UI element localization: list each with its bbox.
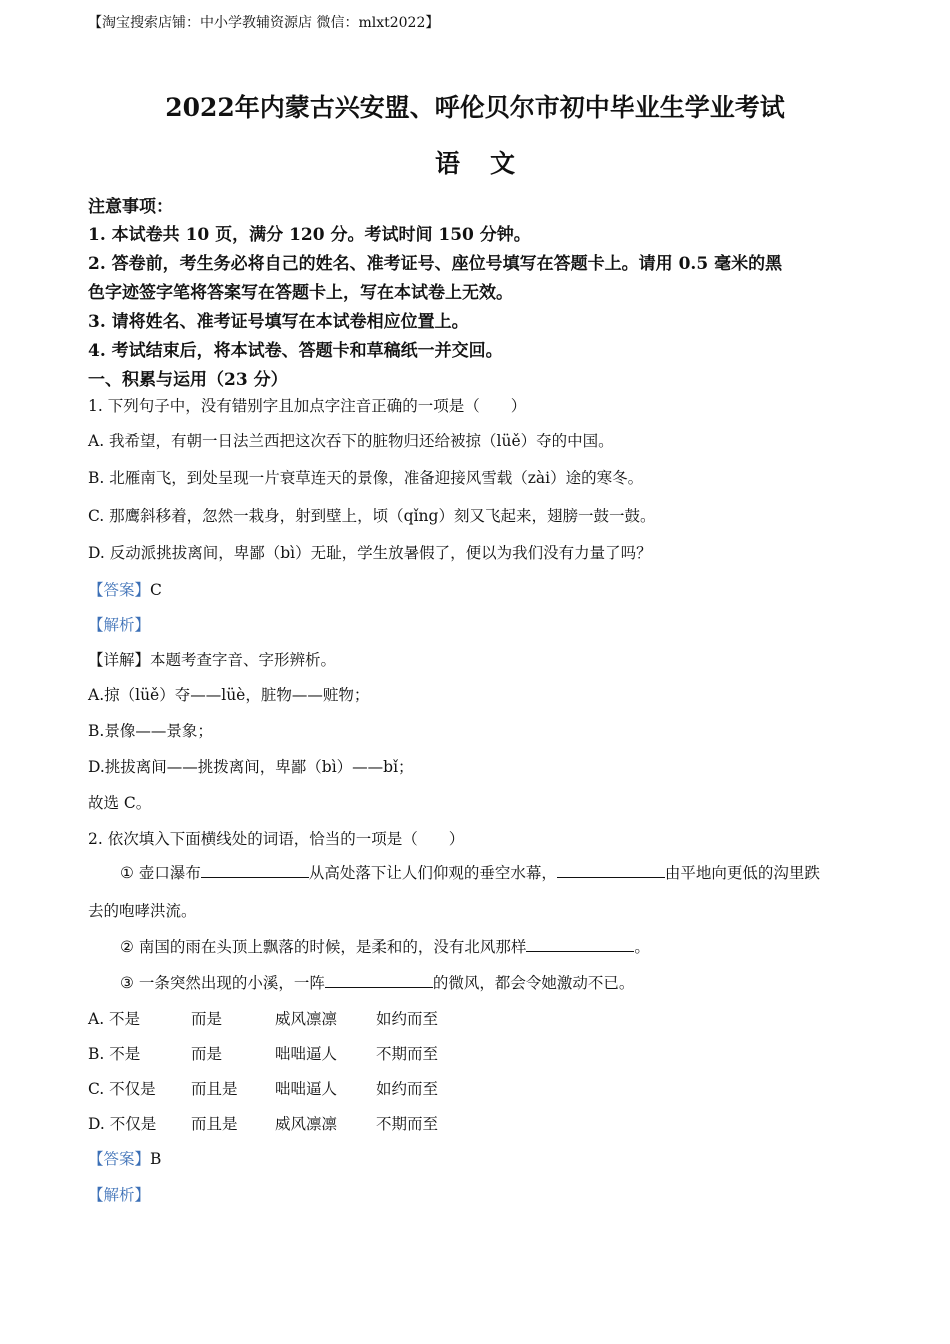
subject-title: 语文	[434, 149, 545, 178]
q1-stem: 1. 下列句子中，没有错别字且加点字注音正确的一项是（ ）	[88, 397, 527, 415]
option-word: 不期而至	[376, 1115, 439, 1133]
exam-title: 2022年内蒙古兴安盟、呼伦贝尔市初中毕业生学业考试	[165, 93, 785, 122]
option-word: 咄咄逼人	[275, 1080, 338, 1098]
q1-answer	[88, 578, 162, 600]
sentence-text: 从高处落下让人们仰观的垂空水幕，	[308, 864, 557, 882]
blank-line	[325, 971, 433, 988]
q1-option-d: D. 反动派挑拔离间，卑鄙（bì）无耻，学生放暑假了，便以为我们没有力量了吗？	[88, 544, 652, 562]
option-word: 而且是	[191, 1115, 238, 1133]
sentence-text: 由平地向更低的沟里跌	[664, 864, 820, 882]
q2-option-d	[88, 1112, 438, 1134]
note-item: 3. 请将姓名、准考证号填写在本试卷相应位置上。	[88, 312, 469, 332]
sentence-text: ① 壶口瀑布	[120, 864, 201, 882]
option-word: 如约而至	[376, 1010, 439, 1028]
note-item: 2. 答卷前，考生务必将自己的姓名、准考证号、座位号填写在答题卡上。请用 0.5 毫米的黑	[88, 254, 783, 274]
q1-option-a: A. 我希望，有朝一日法兰西把这次吞下的脏物归还给被掠（lüě）夺的中国。	[88, 432, 614, 450]
q1-detail: A.掠（lüě）夺——lüè，脏物——赃物；	[88, 686, 370, 704]
q1-detail: 【详解】本题考查字音、字形辨析。	[88, 651, 337, 669]
q2-sentence-2	[120, 935, 650, 957]
option-word: B. 不是	[88, 1045, 141, 1063]
option-word: 威风凛凛	[275, 1010, 338, 1028]
sentence-text: 。	[634, 938, 650, 956]
q2-option-a	[88, 1007, 438, 1029]
blank-line	[526, 935, 634, 952]
option-word: 而是	[191, 1045, 223, 1063]
q1-detail: D.挑拔离间——挑拨离间，卑鄙（bì）——bǐ；	[88, 758, 414, 776]
note-item: 4. 考试结束后，将本试卷、答题卡和草稿纸一并交回。	[88, 341, 503, 361]
blank-line	[201, 861, 309, 878]
option-word: A. 不是	[88, 1010, 141, 1028]
q1-detail: 故选 C。	[88, 794, 152, 812]
note-item: 1. 本试卷共 10 页，满分 120 分。考试时间 150 分钟。	[88, 225, 531, 245]
q2-analysis-tag: 【解析】	[88, 1186, 151, 1204]
q2-sentence-1	[120, 861, 820, 883]
answer-tag: 【答案】	[88, 581, 151, 599]
option-word: 咄咄逼人	[275, 1045, 338, 1063]
option-word: 而是	[191, 1010, 223, 1028]
blank-line	[557, 861, 665, 878]
note-item: 色字迹签字笔将答案写在答题卡上，写在本试卷上无效。	[88, 283, 513, 303]
q2-sentence-3	[120, 971, 634, 993]
q2-stem: 2. 依次填入下面横线处的词语，恰当的一项是（ ）	[88, 830, 465, 848]
q1-option-b: B. 北雁南飞，到处呈现一片衰草连天的景像，准备迎接风雪载（zài）途的寒冬。	[88, 469, 644, 487]
q1-option-c: C. 那鹰斜移着，忽然一栽身，射到壁上，顷（qǐng）刻又飞起来，翅膀一鼓一鼓。	[88, 507, 656, 525]
answer-value: C	[150, 581, 162, 599]
sentence-text: 的微风，都会令她激动不已。	[432, 974, 635, 992]
section-heading: 一、积累与运用（23 分）	[88, 370, 288, 390]
notes-heading: 注意事项：	[88, 197, 173, 217]
sentence-text: ③ 一条突然出现的小溪，一阵	[120, 974, 325, 992]
q2-option-b	[88, 1042, 438, 1064]
answer-value: B	[150, 1150, 162, 1168]
answer-tag: 【答案】	[88, 1150, 151, 1168]
option-word: C. 不仅是	[88, 1080, 156, 1098]
q2-answer	[88, 1147, 161, 1169]
option-word: 不期而至	[376, 1045, 439, 1063]
q2-option-c	[88, 1077, 438, 1099]
sentence-text: ② 南国的雨在头顶上飘落的时候，是柔和的，没有北风那样	[120, 938, 527, 956]
q1-analysis-tag: 【解析】	[88, 616, 151, 634]
page-header: 【淘宝搜索店铺：中小学教辅资源店 微信：mlxt2022】	[88, 15, 440, 31]
option-word: D. 不仅是	[88, 1115, 157, 1133]
option-word: 如约而至	[376, 1080, 439, 1098]
q1-detail: B.景像——景象；	[88, 722, 213, 740]
option-word: 而且是	[191, 1080, 238, 1098]
option-word: 威风凛凛	[275, 1115, 338, 1133]
q2-sentence-1-cont: 去的咆哮洪流。	[88, 902, 197, 920]
